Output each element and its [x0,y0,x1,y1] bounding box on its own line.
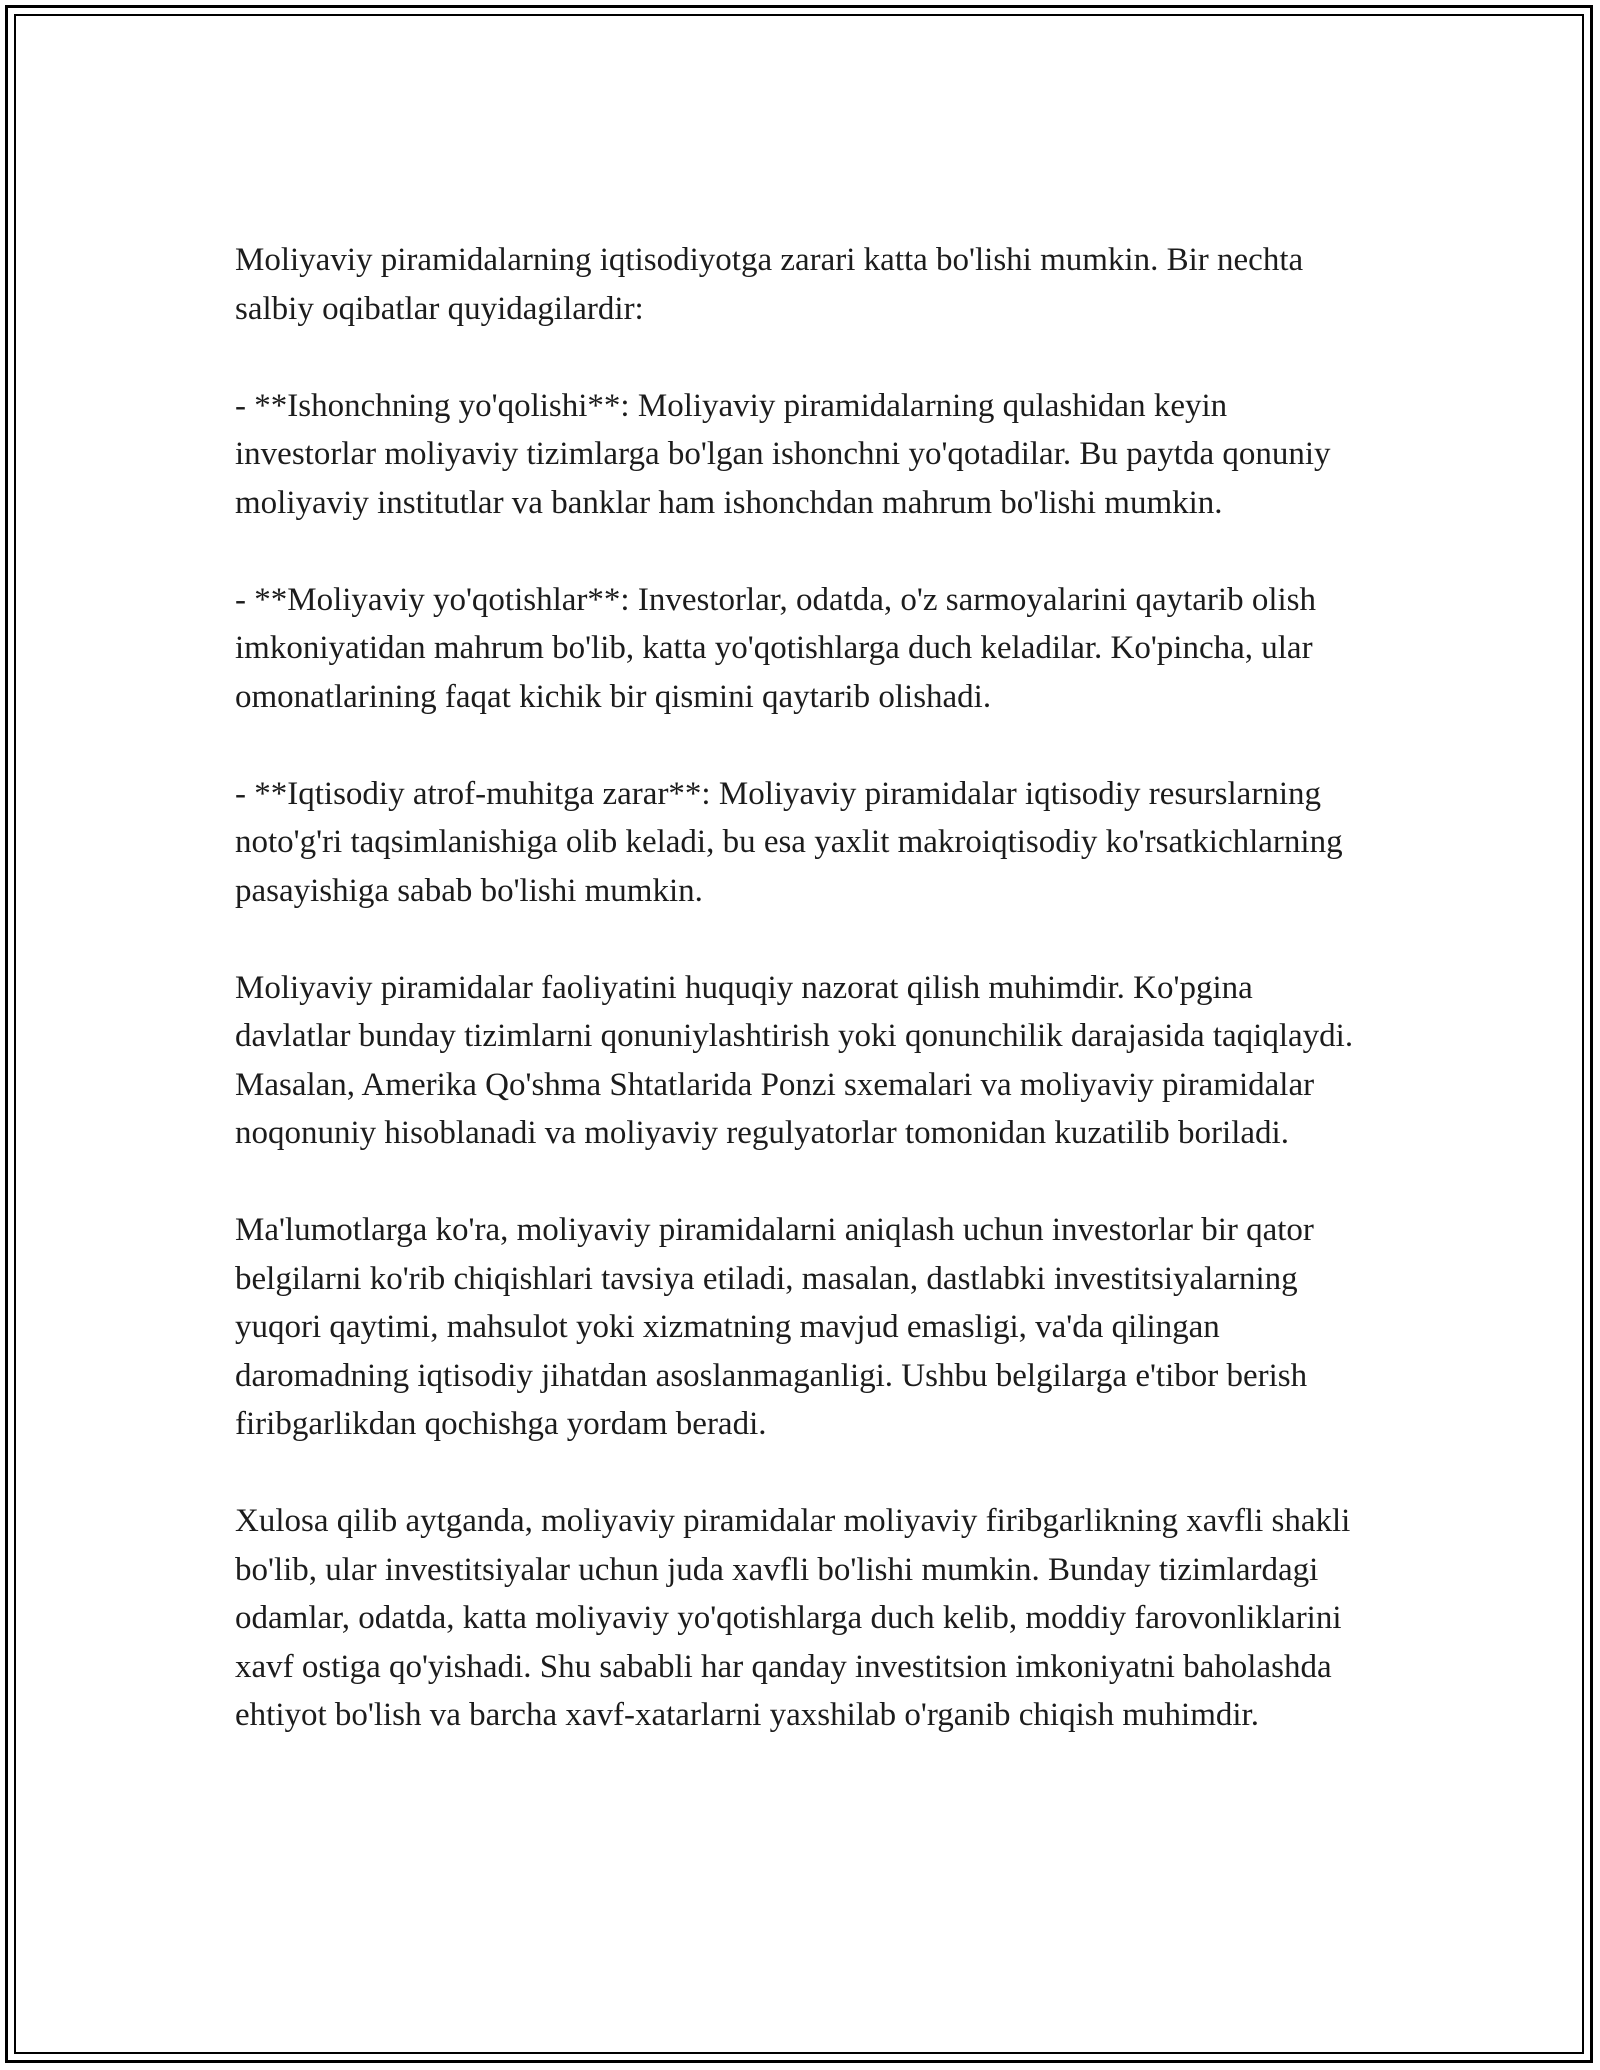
paragraph-economic-harm: - **Iqtisodiy atrof-muhitga zarar**: Moliyaviy piramidalar iqtisodiy resurslarning noto'g'ri taqsimlanishiga olib keladi, bu esa yaxlit makroiqtisodiy ko'rsatkichlarning pasayishiga sabab bo'lishi mumkin. [235,775,1343,909]
document-body [235,236,1375,1788]
paragraph-legal-control: Moliyaviy piramidalar faoliyatini huquqiy nazorat qilish muhimdir. Ko'pgina davlatlar bunday tizimlarni qonuniylashtirish yoki qonunchilik darajasida taqiqlaydi. Masalan, Amerika Qo'shma Shtatlarida Ponzi sxemalari va moliyaviy piramidalar noqonuniy hisoblanadi va moliyaviy regulyatorlar tomonidan kuzatilib boriladi. [235,969,1354,1151]
paragraph-financial-losses: - **Moliyaviy yo'qotishlar**: Investorlar, odatda, o'z sarmoyalarini qaytarib olish imkoniyatidan mahrum bo'lib, katta yo'qotishlarga duch keladilar. Ko'pincha, ular omonatlarining faqat kichik bir qismini qaytarib olishadi. [235,581,1316,715]
paragraph-intro: Moliyaviy piramidalarning iqtisodiyotga zarari katta bo'lishi mumkin. Bir nechta salbiy oqibatlar quyidagilardir: [235,242,1304,327]
paragraph-trust-loss: - **Ishonchning yo'qolishi**: Moliyaviy piramidalarning qulashidan keyin investorlar moliyaviy tizimlarga bo'lgan ishonchni yo'qotadilar. Bu paytda qonuniy moliyaviy institutlar va banklar ham ishonchdan mahrum bo'lishi mumkin. [235,387,1331,521]
paragraph-warning-signs: Ma'lumotlarga ko'ra, moliyaviy piramidalarni aniqlash uchun investorlar bir qator belgilarni ko'rib chiqishlari tavsiya etiladi, masalan, dastlabki investitsiyalarning yuqori qaytimi, mahsulot yoki xizmatning mavjud emasligi, va'da qilingan daromadning iqtisodiy jihatdan asoslanmaganligi. Ushbu belgilarga e'tibor berish firibgarlikdan qochishga yordam beradi. [235,1212,1314,1442]
paragraph-conclusion: Xulosa qilib aytganda, moliyaviy piramidalar moliyaviy firibgarlikning xavfli shakli bo'lib, ular investitsiyalar uchun juda xavfli bo'lishi mumkin. Bunday tizimlardagi odamlar, odatda, katta moliyaviy yo'qotishlarga duch kelib, moddiy farovonliklarini xavf ostiga qo'yishadi. Shu sababli har qanday investitsion imkoniyatni baholashda ehtiyot bo'lish va barcha xavf-xatarlarni yaxshilab o'rganib chiqish muhimdir. [235,1503,1351,1733]
